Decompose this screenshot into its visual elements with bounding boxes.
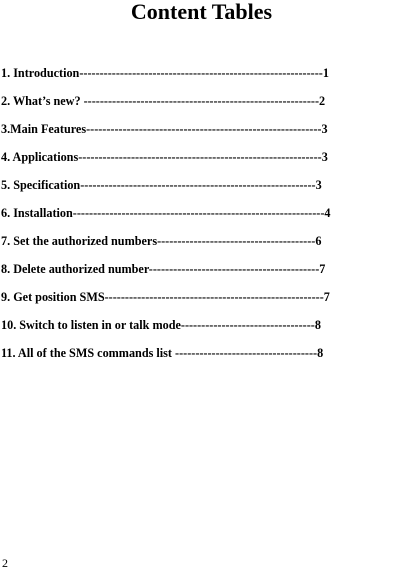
page-number: 2 [2,556,8,570]
toc-entry-set-authorized-numbers: 7. Set the authorized numbers---------------------------------------6 [1,234,322,248]
table-of-contents [1,62,403,370]
toc-entry-introduction: 1. Introduction------------------------------------------------------------1 [1,66,329,80]
toc-entry-installation: 6. Installation--------------------------------------------------------------4 [1,206,331,220]
toc-entry-sms-commands-list: 11. All of the SMS commands list -----------------------------------8 [1,346,324,360]
toc-entry-whats-new: 2. What’s new? ----------------------------------------------------------2 [1,94,326,108]
toc-entry-main-features: 3.Main Features----------------------------------------------------------3 [1,122,328,136]
toc-entry-switch-listen-talk-mode: 10. Switch to listen in or talk mode---------------------------------8 [1,318,321,332]
page-title: Content Tables [130,0,273,24]
toc-entry-get-position-sms: 9. Get position SMS------------------------------------------------------7 [1,290,330,304]
toc-entry-delete-authorized-number: 8. Delete authorized number------------------------------------------7 [1,262,326,276]
toc-entry-applications: 4. Applications------------------------------------------------------------3 [1,150,328,164]
toc-entry-specification: 5. Specification----------------------------------------------------------3 [1,178,322,192]
